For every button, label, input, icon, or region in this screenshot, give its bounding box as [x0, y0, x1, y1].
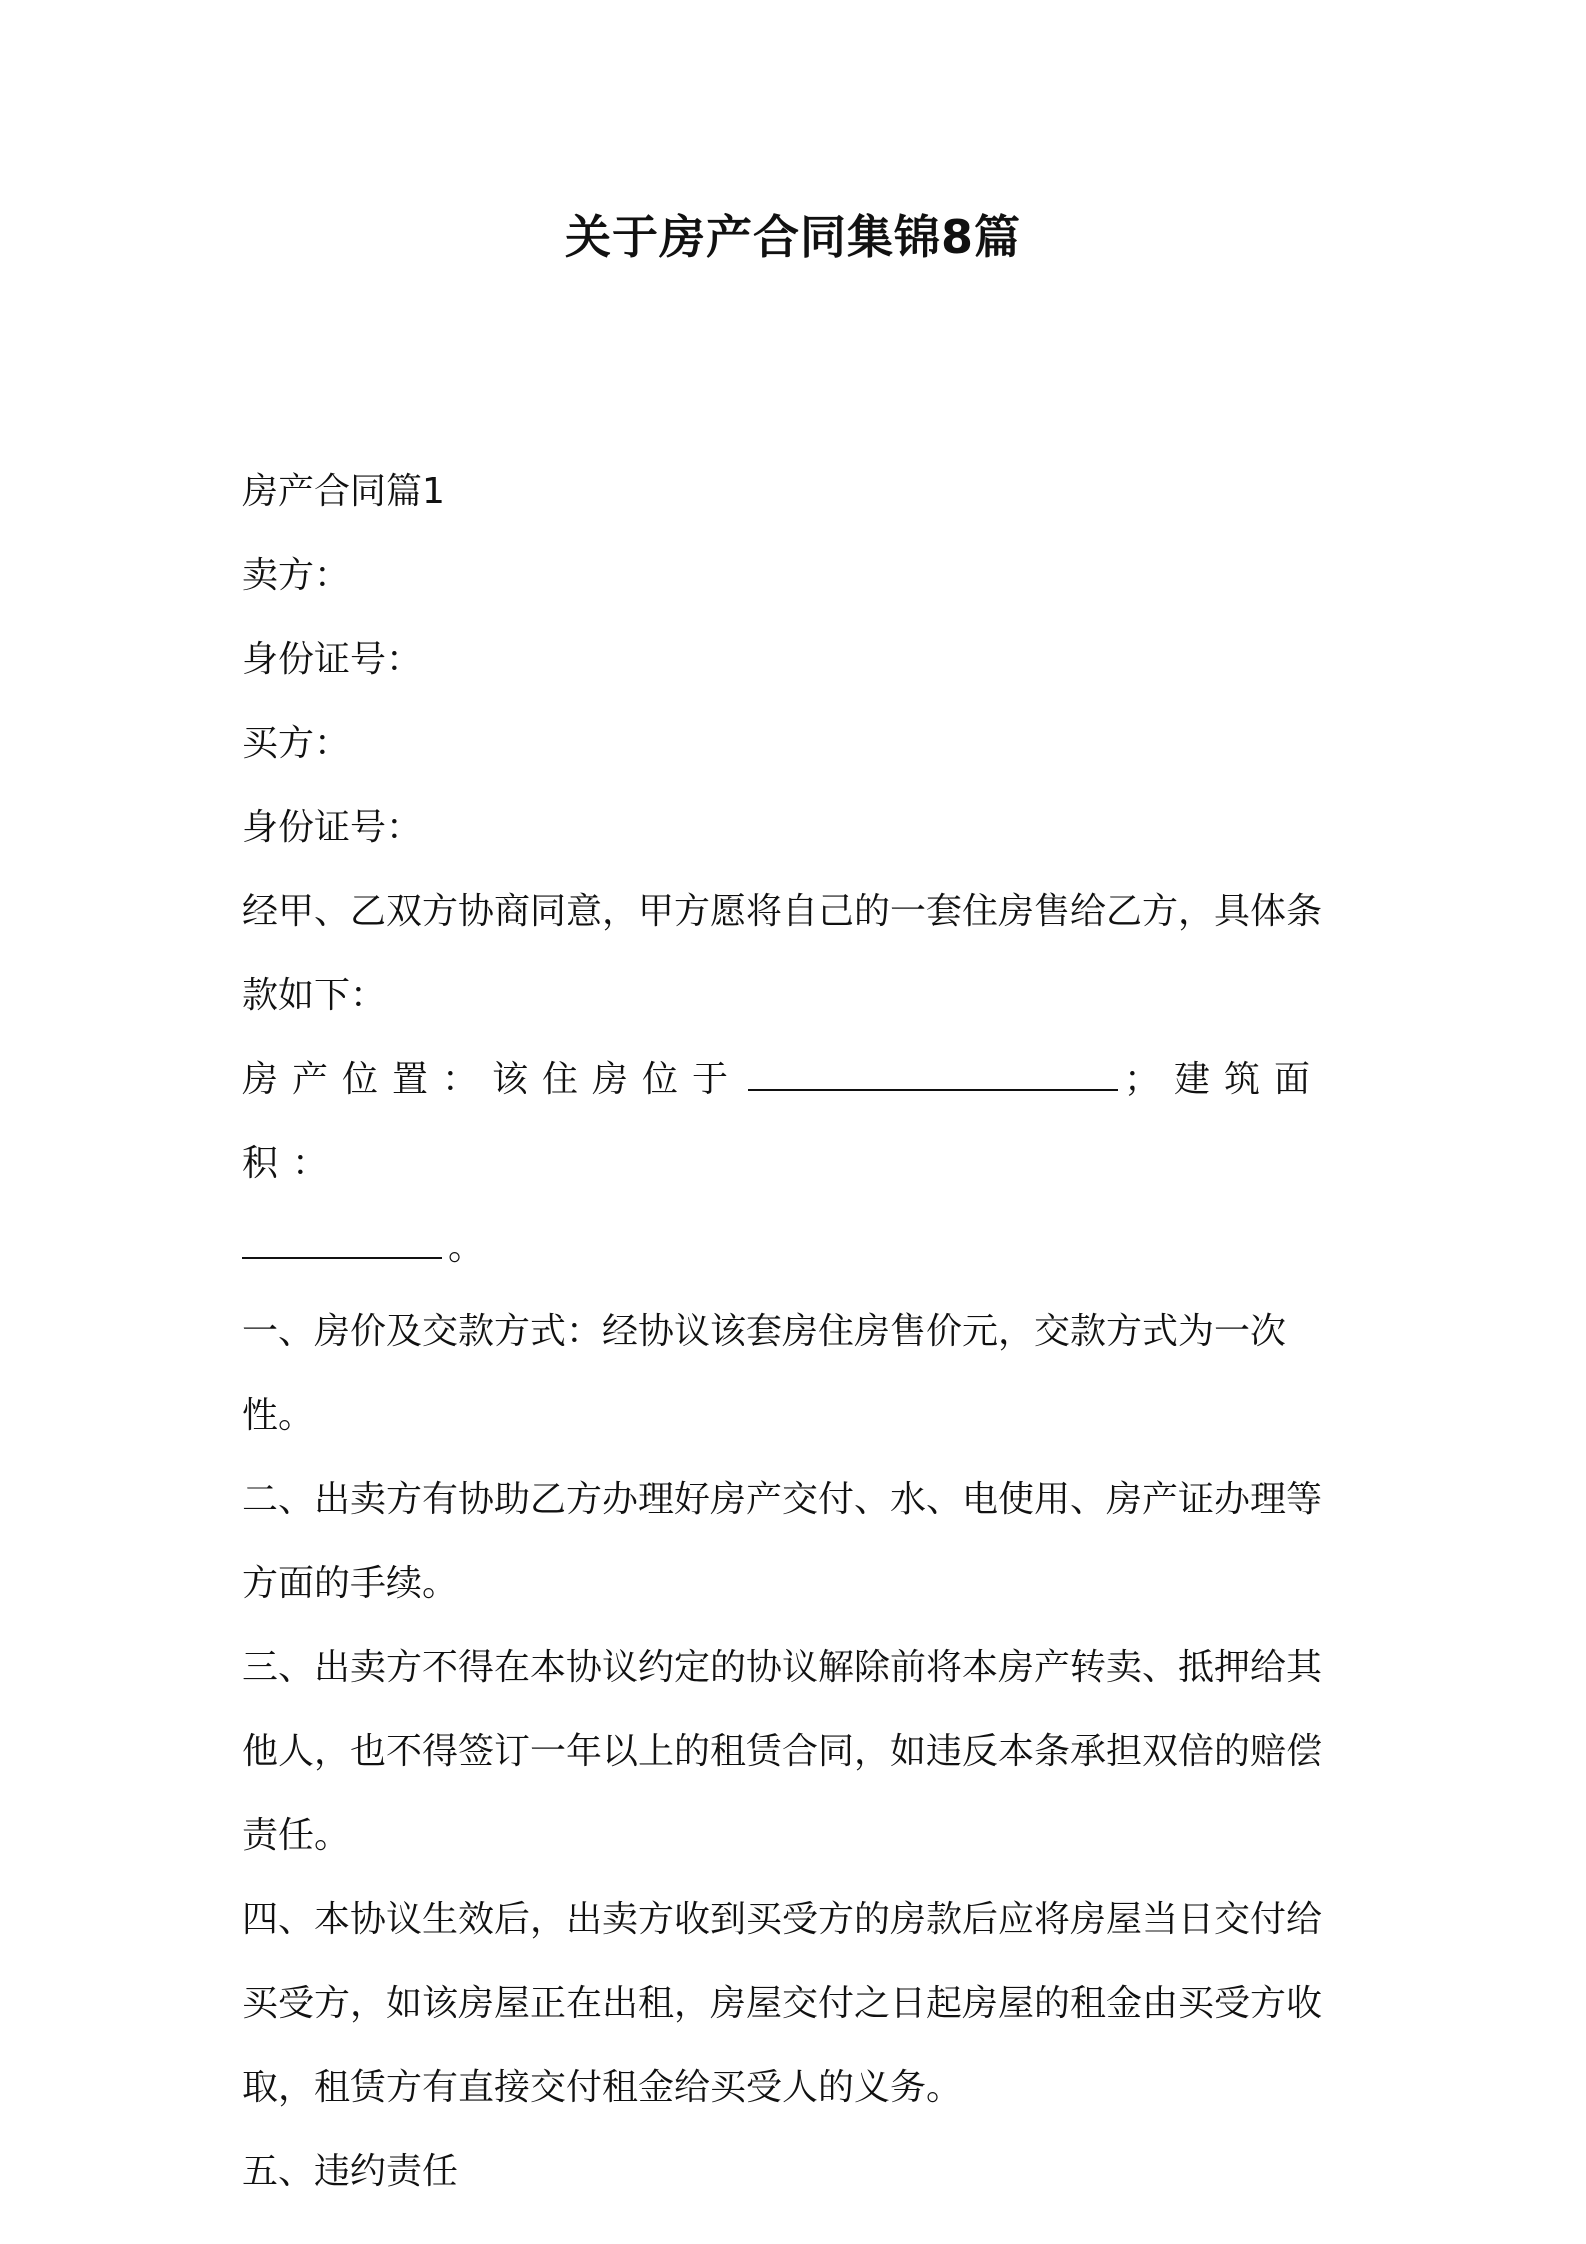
area-blank — [242, 1213, 442, 1259]
document-body — [242, 450, 1352, 2214]
clause-3: 三、出卖方不得在本协议约定的协议解除前将本房产转卖、抵押给其他人，也不得签订一年以上的租赁合同，如违反本条承担双倍的赔偿责任。 — [242, 1647, 1323, 1856]
property-location-paragraph — [242, 1038, 1352, 1290]
section-heading: 房产合同篇1 — [242, 471, 445, 512]
clause-2: 二、出卖方有协助乙方办理好房产交付、水、电使用、房产证办理等方面的手续。 — [242, 1479, 1323, 1604]
seller-label: 卖方： — [242, 555, 351, 596]
seller-id-label: 身份证号： — [242, 639, 423, 680]
location-mid: ；建筑面积： — [242, 1059, 1325, 1184]
intro-paragraph: 经甲、乙双方协商同意，甲方愿将自己的一套住房售给乙方，具体条款如下： — [242, 891, 1323, 1016]
clause-4: 四、本协议生效后，出卖方收到买受方的房款后应将房屋当日交付给买受方，如该房屋正在出租，房屋交付之日起房屋的租金由买受方收取，租赁方有直接交付租金给买受人的义务。 — [242, 1899, 1323, 2108]
location-prefix: 房产位置：该住房位于 — [242, 1059, 743, 1100]
clause-1: 一、房价及交款方式：经协议该套房住房售价元，交款方式为一次性。 — [242, 1311, 1287, 1436]
location-blank — [748, 1045, 1118, 1091]
clause-5-heading: 五、违约责任 — [242, 2151, 459, 2192]
document-title: 关于房产合同集锦8篇 — [564, 210, 1021, 264]
buyer-label: 买方： — [242, 723, 351, 764]
location-end: 。 — [448, 1227, 485, 1268]
buyer-id-label: 身份证号： — [242, 807, 423, 848]
